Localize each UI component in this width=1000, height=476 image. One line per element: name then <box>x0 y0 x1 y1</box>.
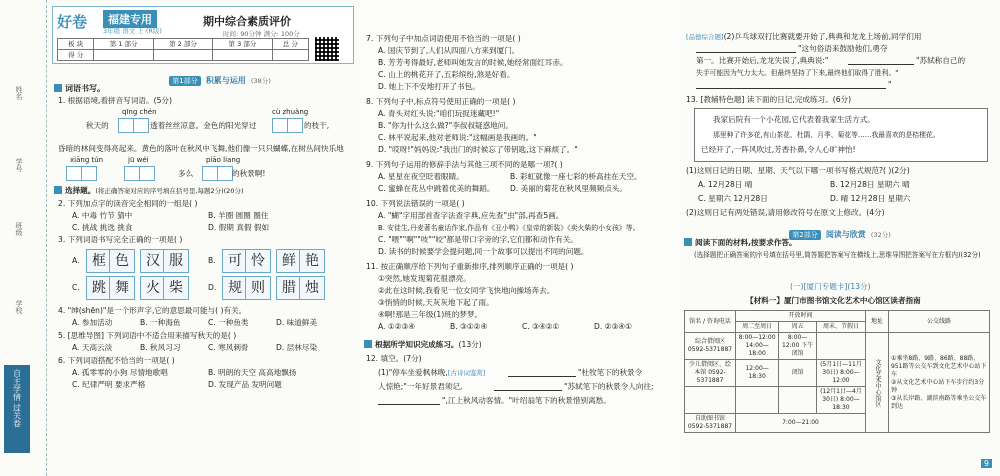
gutter-label-id: 学号 <box>15 158 23 172</box>
table-cell: 12:00—18:30 <box>736 360 779 387</box>
grade-subtitle: 3年级 语文 上 (R版) <box>103 27 162 35</box>
page-title: 期中综合素质评价 <box>203 15 291 28</box>
q9-prompt: 9. 下列句子运用的修辞手法与其他三项不同的是哪一项?( ) <box>366 160 563 169</box>
pinyin-5: piāo liang <box>206 156 241 164</box>
q2-option-d[interactable]: D. 假期 真假 假如 <box>208 223 270 232</box>
q10-option-b[interactable]: B. 安徒生,丹麦著名童话作家,作品有《丑小鸭》《皇帝的新装》《卖火柴的小女孩》等。 <box>378 224 640 232</box>
q2-option-a[interactable]: A. 中毒 竹节 猜中 <box>72 211 133 220</box>
section-knowledge: 根据所学知识完成练习。(13分) <box>364 340 482 350</box>
char-box: 烛 <box>299 276 325 300</box>
side-badge: 自主学情 过关卷 <box>4 365 30 453</box>
answer-grid-3[interactable] <box>66 166 96 185</box>
blank-line[interactable] <box>508 376 576 377</box>
q12-1-text-b: "杜牧笔下的秋景令 <box>578 368 643 377</box>
q12-2-text-f: " <box>888 80 892 89</box>
binding-gutter <box>0 0 47 476</box>
table-cell: 7:00—21:00 <box>736 414 866 433</box>
reader-guide-table: 馆名 / 咨询电话 开放时间 地址 公交线路 周二至周日 周五 周末、节假日 综合借阅区 0592-5371887 8:00—12:00 14:00—18:00 8:00—12:00 下午闭馆 文化艺术中心馆区 ①乘坐8路、9路、86路、88路、951路等公交车到文化艺术中心站下车 ②从文化艺术中心站下车步行约3分钟 ③从长岸路、湖滨南路等乘坐公交车到达 少儿借阅区、绘本馆 0592-5371887 12:00—18:30 闭馆 (5月1日—11月30日) 8:00—12:00 (12月1日—4月30日) 8:00—18:30 自助图书馆 0592-5371887 7:00—21:00 <box>684 310 990 433</box>
page-number: 9 <box>981 459 992 468</box>
q3-option-b-letter[interactable]: B. <box>208 256 216 265</box>
gutter-label-school: 学校 <box>15 300 23 314</box>
gutter-label-class: 班级 <box>15 222 23 236</box>
q2-prompt: 2. 下列加点字的读音完全相同的一组是( ) <box>58 199 198 208</box>
left-page <box>0 0 360 476</box>
section-choice: 选择题。(将正确答案对应的序号填在括号里,每题2分)(20分) <box>54 186 244 196</box>
table-cell: 少儿借阅区、绘本馆 0592-5371887 <box>685 360 736 387</box>
diary-line-3: 已经开了,一阵风吹过,芳香扑鼻,令人心旷神怡! <box>701 145 856 154</box>
moral-tag: [品德综合题] <box>686 33 724 41</box>
pinyin-1: qīng chén <box>122 108 157 116</box>
q13-prompt: 13. [教辅特色题] 读下面的日记,完成练习。(6分) <box>686 95 852 104</box>
q12-2-text-d: "苏轼称自己的 <box>916 56 966 65</box>
q6-option-d[interactable]: D. 发现产品 发明问题 <box>208 380 282 389</box>
q11-sentence-3: ③悄悄的时候,天灰灰地下起了雨。 <box>378 298 494 307</box>
section-reading: 阅读下面的材料,按要求作答。 <box>684 238 797 248</box>
char-box: 舞 <box>109 276 135 300</box>
char-box: 柴 <box>163 276 189 300</box>
q13-1-option-c[interactable]: C. 星期六 12月28日 <box>698 194 768 203</box>
q3-option-a-letter[interactable]: A. <box>72 256 80 265</box>
q3-option-c-letter[interactable]: C. <box>72 283 80 292</box>
pinyin-4: jū wéi <box>128 156 149 164</box>
q11-prompt: 11. 按正确顺序给下列句子重新排序,排列顺序正确的一项是( ) <box>366 262 574 271</box>
region-badge: 福建专用 <box>103 10 157 28</box>
exam-time: 时间: 90分钟 满分: 100分 <box>223 30 300 38</box>
blank-line[interactable] <box>378 404 440 405</box>
q1-text-d: 多么 <box>178 169 194 178</box>
q8-option-b[interactable]: B. "你为什么这么做?"李叔叔疑惑地问。 <box>378 121 513 130</box>
q8-option-c[interactable]: C. 林平说起来,他对老师说:"这幅画是我画的。" <box>378 133 537 142</box>
gutter-label-name: 姓名 <box>15 86 23 100</box>
poetry-tag: [古诗词鉴赏] <box>447 369 486 377</box>
blank-line[interactable] <box>696 88 886 89</box>
q7-option-c[interactable]: C. 山上的桃花开了,五彩缤纷,煞是好看。 <box>378 70 515 79</box>
q6-option-a[interactable]: A. 孤零零的小狗 尽情地歌唱 <box>72 368 168 377</box>
q1-prompt: 1. 根据语境,看拼音写词语。(5分) <box>58 96 172 105</box>
q4-option-a[interactable]: A. 参加活动 <box>72 318 113 327</box>
q5-option-a[interactable]: A. 天高云淡 <box>72 343 113 352</box>
char-box: 框 <box>86 249 112 273</box>
q3-prompt: 3. 下列词语书写完全正确的一项是( ) <box>58 235 183 244</box>
char-box: 跳 <box>86 276 112 300</box>
q1-text-c: 的枝干, <box>304 121 330 130</box>
answer-grid-1[interactable] <box>118 118 148 137</box>
q6-option-b[interactable]: B. 明朗的天空 高高地飘扬 <box>208 368 297 377</box>
q8-option-a[interactable]: A. 青头对红头说:"咱们玩捉迷藏吧!" <box>378 109 500 118</box>
q13-1-option-d[interactable]: D. 晴 12月28日 星期六 <box>830 194 911 203</box>
q11-sentence-2: ②此在这时候,我看见一位女同学飞快地向操场奔去。 <box>378 286 555 295</box>
header-box <box>52 6 354 64</box>
q7-option-b[interactable]: B. 芳芳考得最好,老师叫她发言的时候,她经常面红耳赤。 <box>378 58 568 67</box>
q12-2-line-a: [品德综合题](2)乒乓球双打比赛就要开始了,典典和龙龙上场前,同学们用 <box>686 32 922 41</box>
q4-option-c[interactable]: C. 一种鱼类 <box>208 318 249 327</box>
q10-option-a[interactable]: A. "蝴"字用部首查字法查字典,应先查"虫"部,再查5画。 <box>378 211 564 220</box>
table-cell: 8:00—12:00 14:00—18:00 <box>736 333 779 360</box>
q7-option-a[interactable]: A. 国庆节到了,人们从四面八方来到厦门。 <box>378 46 520 55</box>
table-cell: 文化艺术中心馆区 <box>866 333 889 433</box>
q13-1-option-a[interactable]: A. 12月28日 晴 <box>698 180 753 189</box>
q12-2-text-c: 第一。比赛开始后,龙龙失误了,典典说:" <box>696 56 829 65</box>
char-box: 火 <box>140 276 166 300</box>
q10-option-d[interactable]: D. 读书的时候要学会提问题,同一个故事可以提出不同的问题。 <box>378 247 589 256</box>
table-cell: ①乘坐8路、9路、86路、88路、951路等公交车到文化艺术中心站下车 ②从文化艺术中心站下车步行约3分钟 ③从长岸路、湖滨南路等乘坐公交车到达 <box>889 333 990 433</box>
q13-1-option-b[interactable]: B. 12月28日 星期六 晴 <box>830 180 910 189</box>
q1-text-e: 的秋景啊! <box>232 169 266 178</box>
blank-line[interactable] <box>494 390 562 391</box>
q1-text-b: 透着丝丝凉意。金色的阳光穿过 <box>150 121 257 130</box>
q5-option-b[interactable]: B. 秋风习习 <box>140 343 181 352</box>
char-box: 则 <box>245 276 271 300</box>
table-cell <box>779 387 817 414</box>
diary-box <box>694 108 988 162</box>
q9-option-a[interactable]: A. 星星在夜空眨着眼睛。 <box>378 172 464 181</box>
blank-line[interactable] <box>848 64 914 65</box>
q8-option-d[interactable]: D. "哎呀!"妈妈说:"我出门的时候忘了带钥匙,这下麻烦了。" <box>378 145 578 154</box>
char-box: 可 <box>222 249 248 273</box>
q10-prompt: 10. 下列说法错误的一项是( ) <box>366 199 465 208</box>
part1-header: 第1部分 积累与运用 (38分) <box>150 68 290 87</box>
q12-1-line-a: (1)"停车坐爱枫林晚,[古诗词鉴赏] <box>378 368 486 377</box>
q8-prompt: 8. 下列句子中,标点符号使用正确的一项是( ) <box>366 97 516 106</box>
q12-2-text-b: "这句俗语来鼓励他们,勇夺 <box>798 44 888 53</box>
q11-option-b[interactable]: B. ③①②④ <box>450 322 488 331</box>
char-box: 鲜 <box>276 249 302 273</box>
char-box: 腊 <box>276 276 302 300</box>
score-table: 板 块 第 1 部分 第 2 部分 第 3 部分 总 分 得 分 <box>57 38 309 61</box>
answer-grid-4[interactable] <box>124 166 154 185</box>
q11-option-a[interactable]: A. ①②③④ <box>378 322 416 331</box>
table-cell <box>685 387 736 414</box>
q10-option-c[interactable]: C. "喂""啊""吱""咬"都是带口字旁的字,它们都和动作有关。 <box>378 235 578 244</box>
pinyin-3: xiāng tún <box>70 156 104 164</box>
q6-prompt: 6. 下列词语搭配不恰当的一项是( ) <box>58 356 175 365</box>
q7-option-d[interactable]: D. 她上下不安地打开了书包。 <box>378 82 480 91</box>
q1-text-a: 秋天的 <box>86 121 109 130</box>
q5-option-c[interactable]: C. 寒风刺骨 <box>208 343 249 352</box>
right-page <box>680 0 1000 476</box>
subsection-title: (一)[厦门专题卡](13分) <box>790 282 871 291</box>
q13-2-prompt: (2)这则日记有两处错误,请用修改符号在原文上修改。(4分) <box>686 208 885 217</box>
q5-option-d[interactable]: D. 层林尽染 <box>276 343 318 352</box>
q6-option-c[interactable]: C. 纪律严明 要求严格 <box>72 380 146 389</box>
qr-code-icon <box>315 37 339 61</box>
q11-option-d[interactable]: D. ②③④① <box>594 322 632 331</box>
char-box: 规 <box>222 276 248 300</box>
table-cell: 自助图书馆 0592-5371887 <box>685 414 736 433</box>
answer-grid-5[interactable] <box>202 166 232 185</box>
reading-instruction: (选择题把正确答案的序号填在括号里,简答题把答案写在横线上,思维导图把答案写在方框内)(32分) <box>694 251 981 259</box>
q2-option-c[interactable]: C. 挑战 挑选 挑食 <box>72 223 133 232</box>
q1-text-line2: 昏暗的林间变得亮起来。黄色的落叶在秋风中飞舞,他们像一只只蝴蝶,在树丛间快乐地 <box>58 144 344 153</box>
part2-header: 第2部分 阅读与欣赏 (32分) <box>770 222 910 241</box>
q11-option-c[interactable]: C. ③④②① <box>522 322 560 331</box>
q4-option-d[interactable]: D. 味道鲜美 <box>276 318 318 327</box>
q9-option-d[interactable]: D. 美丽的菊花在秋风里频频点头。 <box>510 184 627 193</box>
q3-option-d-letter[interactable]: D. <box>208 283 217 292</box>
q12-prompt: 12. 填空。(7分) <box>366 354 422 363</box>
answer-grid-2[interactable] <box>272 118 302 137</box>
q7-prompt: 7. 下列句子中加点词语使用不恰当的一项是( ) <box>366 34 521 43</box>
table-cell: 综合借阅区 0592-5371887 <box>685 333 736 360</box>
blank-line[interactable] <box>696 52 796 53</box>
q9-option-c[interactable]: C. 蜜蜂在花丛中跳着优美的舞蹈。 <box>378 184 495 193</box>
q11-sentence-4: ④啊!那是三年级(1)班的梦梦。 <box>378 310 483 319</box>
table-cell: 8:00—12:00 下午闭馆 <box>779 333 817 360</box>
char-box: 怜 <box>245 249 271 273</box>
char-box: 汉 <box>140 249 166 273</box>
q12-1-text-d: "苏轼笔下的秋景令人向往; <box>564 382 654 391</box>
q4-option-b[interactable]: B. 一种海鱼 <box>140 318 181 327</box>
diary-line-1: 我家后院有一个小花园,它代表着我家生活方式。 <box>713 115 875 124</box>
middle-page <box>360 0 680 476</box>
table-cell: 闭馆 <box>779 360 817 387</box>
q9-option-b[interactable]: B. 彩虹就像一座七彩的桥高挂在天空。 <box>510 172 642 181</box>
q12-2-text-e: 失手可能因为气力太大。但最终坚持了下来,最终他们取得了胜利。" <box>696 69 899 77</box>
q12-1-text-e: ",江上秋风动客情。"叶绍翁笔下的秋景惜别离愁。 <box>442 396 611 405</box>
q13-1-prompt: (1)这则日记的日期、星期、天气以下哪一项书写格式规范?( )(2分) <box>686 166 910 175</box>
char-box: 艳 <box>299 249 325 273</box>
section-word-writing: 词语书写。 <box>54 84 105 94</box>
q5-prompt: 5. [思维导图] 下列词语中不适合用来描写秋天的是( ) <box>58 331 237 340</box>
q2-option-b[interactable]: B. 羊圈 圆圈 圈住 <box>208 211 269 220</box>
diary-line-2: 那里种了许多花,有山茶花、杜鹃、月季、菊花等……我最喜欢的是桔梗花。 <box>713 131 940 139</box>
brand-logo: 好卷 <box>57 13 88 31</box>
q11-sentence-1: ①突然,她发现菊花很漂亮。 <box>378 274 471 283</box>
table-cell <box>736 387 779 414</box>
table-cell: (12月1日—4月30日) 8:00—18:30 <box>816 387 865 414</box>
table-cell: (5月1日—11月30日) 8:00—12:00 <box>816 360 865 387</box>
char-box: 色 <box>109 249 135 273</box>
q4-prompt: 4. "绅(shēn)"是一个形声字,它的意思最可能与( )有关。 <box>58 306 247 315</box>
char-box: 服 <box>163 249 189 273</box>
table-cell <box>816 333 865 360</box>
pinyin-2: cù zhuàng <box>272 108 309 116</box>
material-title: 【材料一】厦门市图书馆文化艺术中心馆区读者指南 <box>746 296 921 305</box>
q12-1-text-c: 人惊艳;"一年好景君须记, <box>378 382 463 391</box>
